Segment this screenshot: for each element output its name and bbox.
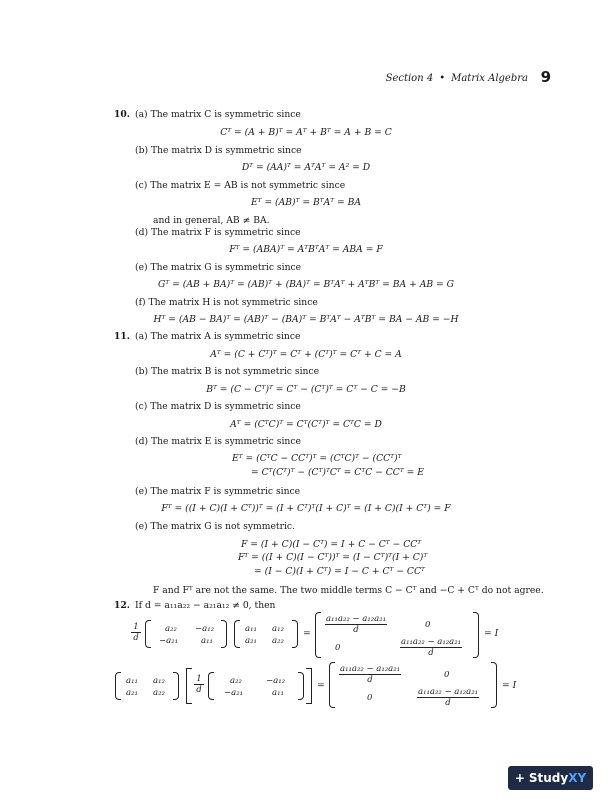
plus-icon: + — [514, 771, 525, 785]
matrix-cell: 0 — [425, 620, 431, 630]
p11f-eq1: F = (I + C)(I − Cᵀ) = I + C − Cᵀ − CCᵀ — [241, 539, 422, 550]
result-matrix-2 — [329, 662, 497, 708]
matrix-cell: −a₂₁ — [224, 688, 244, 698]
fraction-denominator: d — [133, 633, 139, 643]
p10c-text: (c) The matrix E = AB is not symmetric since — [135, 180, 346, 191]
identity-result: = I — [484, 628, 499, 639]
right-square-bracket — [306, 668, 312, 704]
p11a-eq: Aᵀ = (C + Cᵀ)ᵀ = Cᵀ + (Cᵀ)ᵀ = Cᵀ + C = A — [210, 349, 402, 360]
fraction-denominator: d — [353, 625, 359, 635]
left-bracket — [234, 620, 240, 648]
p10e-eq: Gᵀ = (AB + BA)ᵀ = (AB)ᵀ + (BA)ᵀ = BᵀAᵀ + AᵀBᵀ = BA + AB = G — [158, 279, 454, 290]
matrix-cell: a₂₂ — [153, 688, 165, 698]
matrix-cell: 0 — [335, 643, 341, 653]
fraction-numerator: a₁₁a₂₂ − a₁₂a₂₁ — [340, 664, 401, 674]
p11f-note: F and Fᵀ are not the same. The two middle terms C − Cᵀ and −C + Cᵀ do not agree. — [153, 585, 544, 596]
p11e-eq: Fᵀ = ((I + C)(I + Cᵀ))ᵀ = (I + Cᵀ)ᵀ(I + C)ᵀ = (I + C)(I + Cᵀ) = F — [161, 503, 451, 514]
identity-result: = I — [502, 680, 517, 691]
diag-fraction — [325, 614, 387, 635]
right-bracket — [292, 620, 298, 648]
diag-fraction — [417, 687, 479, 708]
p11f-eq2: Fᵀ = ((I + C)(I − Cᵀ))ᵀ = (I − Cᵀ)ᵀ(I + C)ᵀ — [238, 552, 428, 563]
p11b-eq: Bᵀ = (C − Cᵀ)ᵀ = Cᵀ − (Cᵀ)ᵀ = Cᵀ − C = −B — [206, 384, 406, 395]
left-bracket — [315, 612, 321, 658]
matrix-a — [115, 672, 179, 700]
matrix-cell: a₁₂ — [272, 624, 284, 634]
p12-text: If d = a₁₁a₂₂ − a₂₁a₁₂ ≠ 0, then — [135, 600, 276, 611]
scaled-adjugate — [186, 668, 312, 704]
matrix-cell: 0 — [367, 693, 373, 703]
right-bracket — [298, 672, 304, 700]
p11c-text: (c) The matrix D is symmetric since — [135, 401, 301, 412]
page-number: 9 — [540, 68, 551, 86]
header-bullet: • — [439, 73, 446, 84]
matrix-cell: a₁₁ — [272, 688, 284, 698]
problem-12-number: 12. — [114, 600, 130, 611]
adjugate-matrix — [208, 672, 304, 700]
matrix-cell: −a₂₁ — [159, 636, 179, 646]
matrix-cell: a₁₁ — [201, 636, 213, 646]
matrix-cell: a₁₁ — [126, 676, 138, 686]
equals-sign: = — [303, 628, 311, 639]
matrix-cell: a₂₁ — [126, 688, 138, 698]
right-bracket — [491, 662, 497, 708]
left-bracket — [145, 620, 151, 648]
fraction-denominator: d — [196, 685, 202, 695]
matrix-cell: −a₁₂ — [266, 676, 286, 686]
fraction-numerator: a₁₁a₂₂ − a₁₂a₂₁ — [418, 687, 479, 697]
matrix-cell: a₁₁ — [245, 624, 257, 634]
running-header — [386, 73, 528, 84]
fraction-denominator: d — [445, 698, 451, 708]
right-bracket — [173, 672, 179, 700]
matrix-cell: 0 — [444, 670, 450, 680]
matrix-cell: a₂₁ — [245, 636, 257, 646]
logo-xy: XY — [568, 771, 587, 785]
adjugate-matrix — [145, 620, 227, 648]
matrix-cell: a₁₂ — [153, 676, 165, 686]
section-label: Section 4 — [385, 73, 434, 84]
one-over-d-fraction — [194, 674, 204, 695]
p11d-eq1: Eᵀ = (CᵀC − CCᵀ)ᵀ = (CᵀC)ᵀ − (CCᵀ)ᵀ — [232, 453, 402, 464]
p11f-eq3: = (I − C)(I + Cᵀ) = I − C + Cᵀ − CCᵀ — [254, 566, 425, 577]
fraction-numerator: 1 — [131, 622, 141, 633]
right-bracket — [473, 612, 479, 658]
p10f-text: (f) The matrix H is not symmetric since — [135, 297, 318, 308]
left-square-bracket — [186, 668, 192, 704]
p10f-eq: Hᵀ = (AB − BA)ᵀ = (AB)ᵀ − (BA)ᵀ = BᵀAᵀ − AᵀBᵀ = BA − AB = −H — [153, 314, 459, 325]
p11e-text: (e) The matrix F is symmetric since — [135, 486, 301, 497]
left-bracket — [208, 672, 214, 700]
left-bracket — [329, 662, 335, 708]
p10c-eq: Eᵀ = (AB)ᵀ = BᵀAᵀ = BA — [250, 197, 362, 208]
problem-10-number: 10. — [114, 109, 130, 120]
p10b-eq: Dᵀ = (AA)ᵀ = AᵀAᵀ = A² = D — [241, 162, 371, 173]
fraction-denominator: d — [367, 675, 373, 685]
p11c-eq: Aᵀ = (CᵀC)ᵀ = Cᵀ(Cᵀ)ᵀ = CᵀC = D — [230, 419, 382, 430]
equals-sign: = — [317, 680, 325, 691]
p11b-text: (b) The matrix B is not symmetric since — [135, 366, 320, 377]
p10d-eq: Fᵀ = (ABA)ᵀ = AᵀBᵀAᵀ = ABA = F — [229, 244, 383, 255]
p11a-text: (a) The matrix A is symmetric since — [135, 331, 301, 342]
matrix-a — [234, 620, 298, 648]
studyxy-logo[interactable] — [508, 766, 593, 790]
one-over-d-fraction — [131, 622, 141, 643]
matrix-cell: −a₁₂ — [195, 624, 215, 634]
fraction-numerator: a₁₁a₂₂ − a₁₂a₂₁ — [326, 614, 387, 624]
p10e-text: (e) The matrix G is symmetric since — [135, 262, 302, 273]
matrix-cell: a₂₂ — [230, 676, 242, 686]
p10b-text: (b) The matrix D is symmetric since — [135, 145, 302, 156]
left-bracket — [115, 672, 121, 700]
diag-fraction — [400, 637, 462, 658]
p10a-text: (a) The matrix C is symmetric since — [135, 109, 301, 120]
topic-label: Matrix Algebra — [451, 73, 528, 84]
fraction-numerator: a₁₁a₂₂ − a₁₂a₂₁ — [401, 637, 462, 647]
p10a-eq: Cᵀ = (A + B)ᵀ = Aᵀ + Bᵀ = A + B = C — [220, 127, 392, 138]
right-bracket — [221, 620, 227, 648]
p11d-text: (d) The matrix E is symmetric since — [135, 436, 301, 447]
result-matrix-1 — [315, 612, 479, 658]
matrix-cell: a₂₂ — [165, 624, 177, 634]
diag-fraction — [339, 664, 401, 685]
p11f-text: (e) The matrix G is not symmetric. — [135, 521, 295, 532]
p11d-eq2: = Cᵀ(Cᵀ)ᵀ − (Cᵀ)ᵀCᵀ = CᵀC − CCᵀ = E — [251, 467, 424, 478]
p10c-note: and in general, AB ≠ BA. — [153, 215, 270, 226]
p10d-text: (d) The matrix F is symmetric since — [135, 227, 301, 238]
matrix-cell: a₂₂ — [272, 636, 284, 646]
fraction-denominator: d — [428, 648, 434, 658]
logo-study: Study — [528, 771, 569, 785]
fraction-numerator: 1 — [194, 674, 204, 685]
problem-11-number: 11. — [114, 331, 130, 342]
